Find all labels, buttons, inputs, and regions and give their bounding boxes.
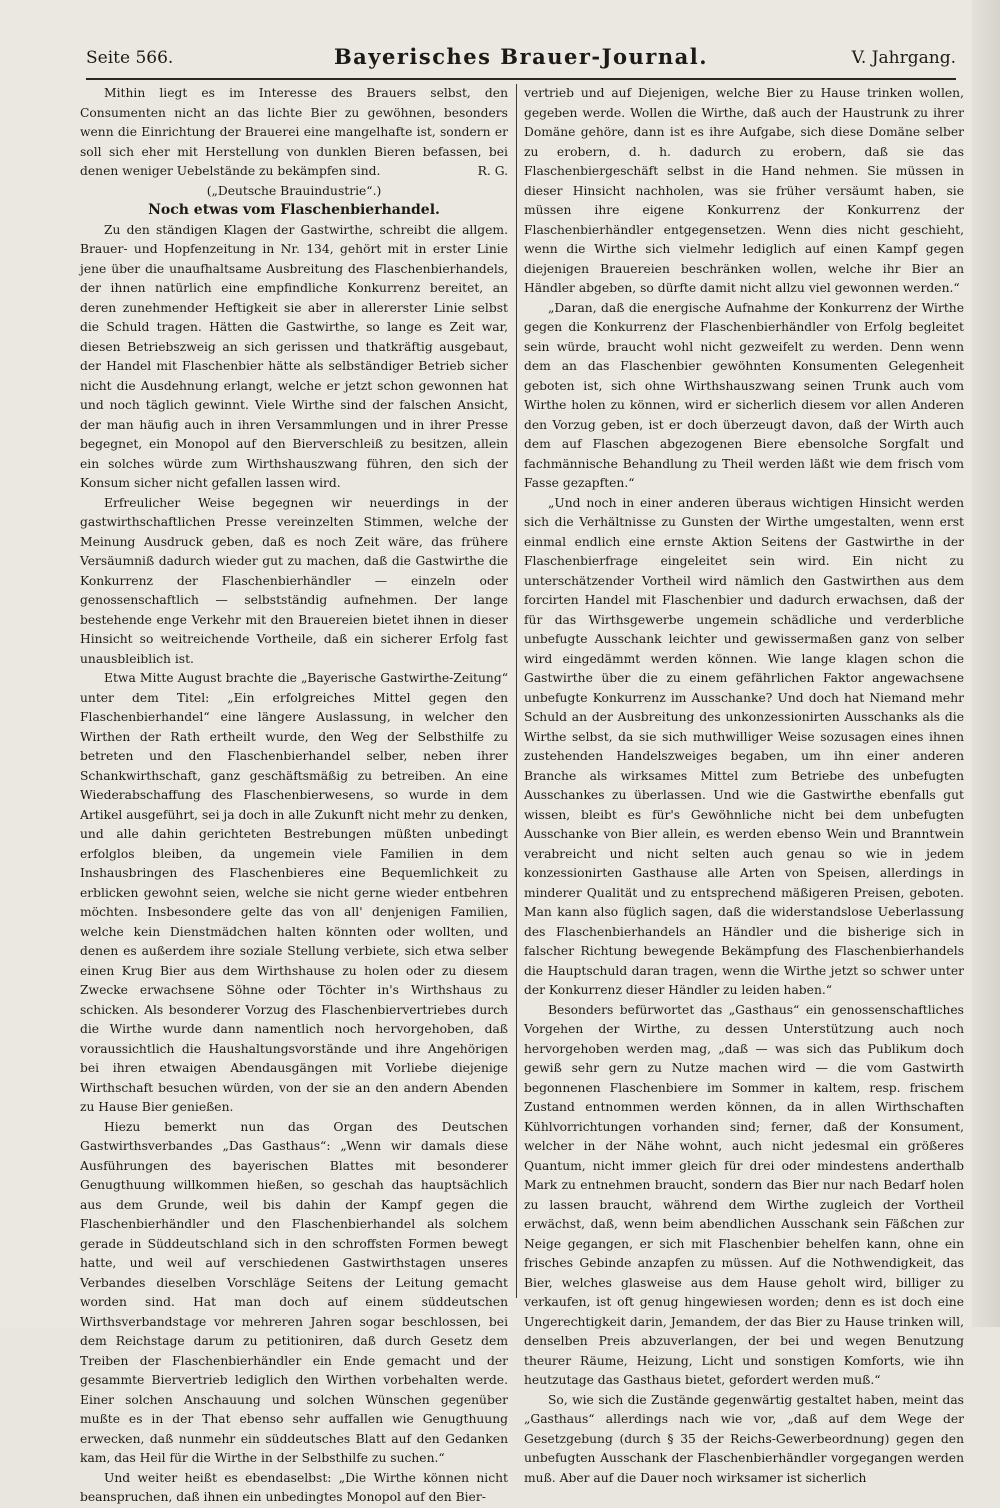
paragraph: So, wie sich die Zustände gegenwärtig gestaltet haben, meint das „Gasthaus“ allerdings nach wie vor, „daß auf dem Wege der Gesetzgebung (durch § 35 der Reichs-Gewerbeordnung) gegen den unbefugten Ausschank der Flaschenbierhändler vorgegangen werden muß. Aber auf die Dauer noch wirksamer ist sicherlich — [524, 1392, 964, 1485]
intro-paragraph — [80, 84, 508, 182]
page-header — [86, 42, 956, 78]
journal-title: Bayerisches Brauer-Journal. — [333, 44, 709, 69]
paragraph: „Und noch in einer anderen überaus wichtigen Hinsicht werden sich die Verhältnisse zu Gunsten der Wirthe umgestalten, wenn erst einmal endlich eine ernste Aktion Seitens der Gastwirthe in der Flaschenbierfrage eingeleitet sein wird. Ein nicht zu unterschätzender Vortheil wird nämlich den Gastwirthen aus dem forcirten Handel mit Flaschenbier und dadurch erwachsen, daß der für das Wirthsgewerbe ungemein schädliche und verderbliche unbefugte Ausschank leichter und gewissermaßen ganz von selber wird eingedämmt werden können. Wie lange klagen schon die Gastwirthe über die zu einem gefährlichen Faktor angewachsene unbefugte Konkurrenz im Ausschanke? Und doch hat Niemand mehr Schuld an der Ausbreitung des unkonzessionirten Ausschanks als die Wirthe selbst, da sie sich muthwilliger Weise sozusagen eines ihnen zustehenden Handelszweiges begaben, um ihn einer anderen Branche als wirksames Mittel zum Betriebe des unbefugten Ausschankes zu überlassen. Und wie die Gastwirthe ebenfalls gut wissen, bleibt es für's Gewöhnliche nicht bei dem unbefugten Ausschanke von Bier allein, es werden ebenso Wein und Branntwein verabreicht und nicht selten auch genau so wie in jedem konzessionirten Gasthause alle Arten von Speisen, allerdings in minderer Qualität und zu entsprechend mäßigeren Preisen, geboten. Man kann also füglich sagen, daß die widerstandslose Ueberlassung des Flaschenbierhandels an Händler und die bisherige sich in falscher Richtung bewegende Bekämpfung des Flaschenbierhandels die Hauptschuld daran tragen, wenn die Wirthe jetzt so schwer unter der Konkurrenz dieser Händler zu leiden haben.“ — [524, 495, 964, 997]
right-column — [524, 84, 964, 1485]
paragraph: vertrieb und auf Diejenigen, welche Bier zu Hause trinken wollen, gegeben werde. Wollen die Wirthe, daß auch der Haustrunk zu ihrer Domäne gehöre, dann ist es ihre Aufgabe, sich diese Domäne selber zu erobern, d. h. dadurch zu erobern, daß sie das Flaschenbiergeschäft selbst in die Hand nehmen. Sie müssen in dieser Hinsicht nachholen, was sie früher versäumt haben, sie müssen ihre eigene Konkurrenz der Konkurrenz der Flaschenbierhändler entgegensetzen. Wenn dies nicht geschieht, wenn die Wirthe sich vielmehr lediglich auf einen Kampf gegen diejenigen Brauereien beschränken wollen, welche ihr Bier an Händler abgeben, so dürfte damit nicht allzu viel gewonnen werden.“ — [524, 86, 964, 295]
paragraph: Etwa Mitte August brachte die „Bayerische Gastwirthe-Zeitung“ unter dem Titel: „Ein erfolgreiches Mittel gegen den Flaschenbierhandel“ eine längere Auslassung, in welcher den Wirthen der Rath ertheilt wurde, den Weg der Selbsthilfe zu betreten und den Flaschenbierhandel selber, neben ihrer Schankwirthschaft, ganz geschäftsmäßig zu betreiben. An eine Wiederabschaffung des Flaschenbierwesens, so wurde in dem Artikel ausgeführt, sei ja doch in alle Zukunft nicht mehr zu denken, und alle dahin gerichteten Bestrebungen müßten unbedingt erfolglos bleiben, da ungemein viele Familien in dem Inshausbringen des Flaschenbieres eine Bequemlichkeit zu erblicken gewohnt seien, welche sie nicht gerne wieder entbehren möchten. Insbesondere gelte das von all' denjenigen Familien, welche kein Dienstmädchen halten könnten oder wollten, und denen es außerdem ihre soziale Stellung verbiete, sich etwa selber einen Krug Bier aus dem Wirthshause zu holen oder zu diesem Zwecke erwachsene Söhne oder Töchter in's Wirthshaus zu schicken. Als besonderer Vorzug des Flaschenbiervertriebes durch die Wirthe wurde dann namentlich noch hervorgehoben, daß voraussichtlich die Haushaltungsvorstände und ihre Angehörigen bei ihren etwaigen Abendausgängen mit Vorliebe diejenige Wirthschaft besuchen würden, von der sie an den andern Abenden zu Hause Bier genießen. — [80, 671, 508, 1114]
source-citation: („Deutsche Brauindustrie“.) — [206, 183, 382, 198]
column-divider — [516, 84, 517, 1298]
signature: R. G. — [477, 164, 508, 178]
header-rule — [86, 78, 956, 80]
intro-text: Mithin liegt es im Interesse des Brauers selbst, den Consumenten nicht an das lichte Bier zu gewöhnen, besonders wenn die Einrichtung der Brauerei eine mangelhafte ist, sondern er soll sich eher mit Herstellung von dunklen Bieren befassen, bei denen weniger Uebelstände zu bekämpfen sind. — [80, 86, 508, 178]
left-column — [80, 84, 508, 1504]
paragraph: Besonders befürwortet das „Gasthaus“ ein genossenschaftliches Vorgehen der Wirthe, zu dessen Unterstützung auch noch hervorgehoben werden mag, „daß — was sich das Publikum doch gewiß sehr gern zu Nutze machen wird — die vom Gastwirth begonnenen Flaschenbiere im Sommer in kaltem, resp. frischem Zustand entnommen werden können, da in allen Wirthschaften Kühlvorrichtungen vorhanden sind; ferner, daß der Konsument, welcher in der Nähe wohnt, auch nicht jedesmal ein größeres Quantum, nicht immer gleich für drei oder mindestens anderthalb Mark zu entnehmen braucht, sondern das Bier nur nach Bedarf holen zu lassen braucht, während dem Wirthe zugleich der Vortheil erwächst, daß, wenn beim abendlichen Ausschank sein Fäßchen zur Neige gegangen, er sich mit Flaschenbier behelfen kann, ohne ein frisches Gebinde anzapfen zu müssen. Auf die Nothwendigkeit, das Bier, welches glasweise aus dem Hause geholt wird, billiger zu verkaufen, ist oft genug hingewiesen worden; denn es ist doch eine Ungerechtigkeit darin, Jemandem, der das Bier zu Hause trinken will, denselben Preis abzuverlangen, der bei und wegen Benutzung theurer Räume, Heizung, Licht und sonstigen Komforts, wie ihn heutzutage das Gasthaus bietet, gefordert werden muß.“ — [524, 1002, 964, 1387]
scan-edge — [972, 0, 1000, 1327]
paragraph: Zu den ständigen Klagen der Gastwirthe, schreibt die allgem. Brauer- und Hopfenzeitung in Nr. 134, gehört mit in erster Linie jene über die unaufhaltsame Ausbreitung des Flaschenbierhandels, der ihnen natürlich eine empfindliche Konkurrenz bereitet, an deren zunehmender Heftigkeit sie aber in allererster Linie selbst die Schuld tragen. Hätten die Gastwirthe, so lange es Zeit war, diesen Betriebszweig an sich gerissen und thatkräftig ausgebaut, der Handel mit Flaschenbier hätte als selbständiger Betrieb sicher nicht die Ausdehnung erlangt, welche er jetzt schon gewonnen hat und noch täglich gewinnt. Viele Wirthe sind der falschen Ansicht, der man häufig auch in ihren Versammlungen und in ihrer Presse begegnet, ein Monopol auf den Bierverschleiß zu besitzen, allein ein solches würde zum Wirthshauszwang führen, den sich der Konsum sicher nicht gefallen lassen wird. — [80, 222, 508, 490]
paragraph: „Daran, daß die energische Aufnahme der Konkurrenz der Wirthe gegen die Konkurrenz der Flaschenbierhändler von Erfolg begleitet sein würde, braucht wohl nicht gezweifelt zu werden. Denn wenn dem an das Flaschenbier gewöhnten Konsumenten Gelegenheit geboten ist, sich ohne Wirthshauszwang seinen Trunk auch vom Wirthe holen zu können, wird er sicherlich diesem vor allen Anderen den Vorzug geben, ist er doch überzeugt davon, daß der Wirth auch dem auf Flaschen abgezogenen Biere ebensolche Sorgfalt und fachmännische Behandlung zu Theil werden läßt wie dem frisch vom Fasse gezapften.“ — [524, 300, 964, 490]
paragraph: Hiezu bemerkt nun das Organ des Deutschen Gastwirthsverbandes „Das Gasthaus“: „Wenn wir damals diese Ausführungen des bayerischen Blattes mit besonderer Genugthuung willkommen hießen, so geschah das hauptsächlich aus dem Grunde, weil bis dahin der Kampf gegen die Flaschenbierhändler und den Flaschenbierhandel als solchem gerade in Süddeutschland sich in den schroffsten Formen bewegt hatte, und weil auf verschiedenen Gastwirthstagen unseres Verbandes dieselben Vorschläge Seitens der Leitung gemacht worden sind. Hat man doch auf einem süddeutschen Wirthsverbandstage vor mehreren Jahren sogar beschlossen, bei dem Reichstage darum zu petitioniren, daß durch Gesetz dem Treiben der Flaschenbierhändler ein Ende gemacht und der gesammte Biervertrieb lediglich den Wirthen vorbehalten werde. Einer solchen Anschauung und solchen Wünschen gegenüber mußte es in der That ebenso sehr auffallen wie Genugthuung erwecken, daß nunmehr ein süddeutsches Blatt auf den Gedanken kam, das Heil für die Wirthe in der Selbsthilfe zu suchen.“ — [80, 1119, 508, 1465]
paragraph: Und weiter heißt es ebendaselbst: „Die Wirthe können nicht beanspruchen, daß ihnen ein unbedingtes Monopol auf den Bier- — [80, 1470, 508, 1504]
paragraph: Erfreulicher Weise begegnen wir neuerdings in der gastwirthschaftlichen Presse vereinzelten Stimmen, welche der Meinung Ausdruck geben, daß es noch Zeit wäre, das frühere Versäumniß dadurch wieder gut zu machen, daß die Gastwirthe die Konkurrenz der Flaschenbierhändler — einzeln oder genossenschaftlich — selbstständig aufnehmen. Der lange bestehende enge Verkehr mit den Brauereien bietet ihnen in dieser Hinsicht so weitreichende Vortheile, daß ein sicherer Erfolg fast unausbleiblich ist. — [80, 495, 508, 666]
volume-label: V. Jahrgang. — [851, 48, 956, 68]
page-number: Seite 566. — [86, 48, 174, 68]
article-title: Noch etwas vom Flaschenbierhandel. — [148, 202, 440, 218]
